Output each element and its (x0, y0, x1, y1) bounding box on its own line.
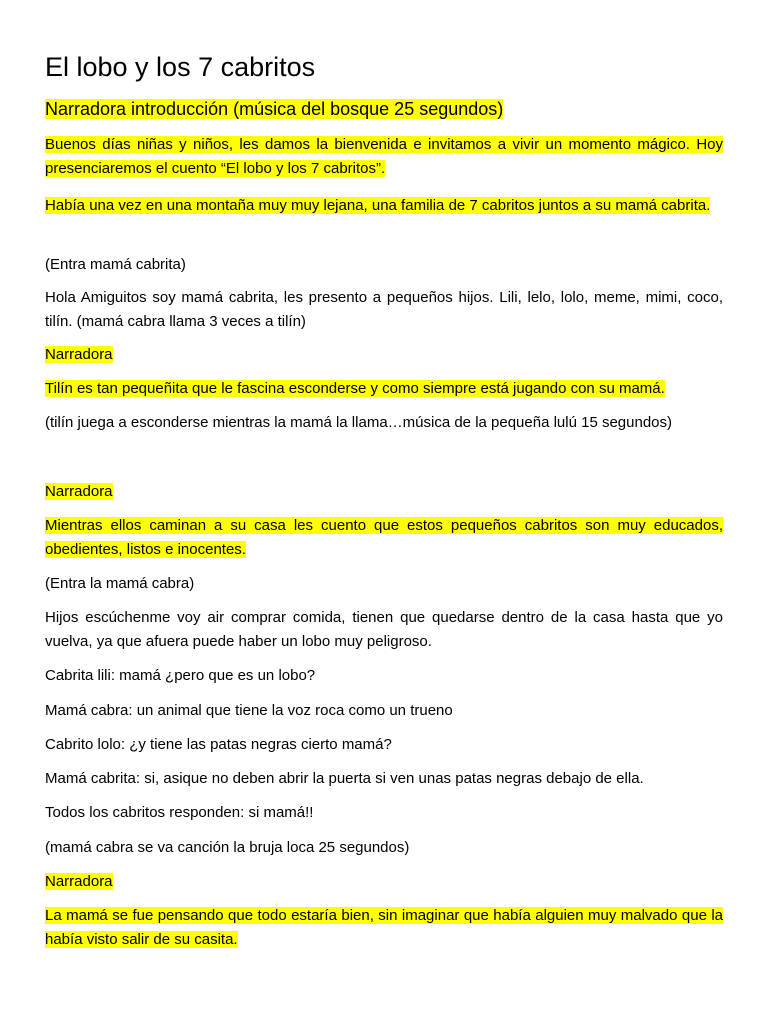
paragraph-text: Narradora (45, 873, 113, 890)
paragraph-walking-home (45, 514, 723, 562)
dialogue-all-kids (45, 801, 723, 825)
paragraph-text: Mamá cabra: un animal que tiene la voz roca como un trueno (45, 702, 453, 719)
document-title: El lobo y los 7 cabritos (45, 52, 316, 82)
paragraph-text: Tilín es tan pequeñita que le fascina esconderse y como siempre está jugando con su mamá. (45, 380, 665, 397)
stage-direction-enter-mom (45, 253, 723, 277)
paragraph-text: Había una vez en una montaña muy muy lejana, una familia de 7 cabritos juntos a su mamá cabrita. (45, 197, 711, 214)
stage-direction-enter-mom-2 (45, 572, 723, 596)
dialogue-mom-door (45, 767, 723, 791)
paragraph-welcome (45, 133, 723, 181)
narrator-intro-heading-text: Narradora introducción (música del bosque 25 segundos) (45, 99, 504, 119)
stage-direction-hide (45, 411, 723, 435)
dialogue-mom-wolf (45, 699, 723, 723)
paragraph-text: Cabrito lolo: ¿y tiene las patas negras cierto mamá? (45, 736, 392, 753)
paragraph-text: Mamá cabrita: si, asique no deben abrir la puerta si ven unas patas negras debajo de ella. (45, 770, 644, 787)
paragraph-mom-greeting (45, 286, 723, 334)
paragraph-text: (mamá cabra se va canción la bruja loca 25 segundos) (45, 839, 410, 856)
speaker-narrator-1 (45, 343, 723, 367)
speaker-narrator-3 (45, 870, 723, 894)
paragraph-text: Cabrita lili: mamá ¿pero que es un lobo? (45, 667, 316, 684)
narrator-intro-heading (45, 96, 503, 122)
dialogue-lolo (45, 733, 723, 757)
paragraph-text: Mientras ellos caminan a su casa les cuento que estos pequeños cabritos son muy educados, obedientes, listos e inocentes. (45, 517, 723, 558)
paragraph-text: La mamá se fue pensando que todo estaría bien, sin imaginar que había alguien muy malvado que la había visto salir de su casita. (45, 907, 723, 948)
paragraph-once-upon (45, 194, 723, 218)
paragraph-mom-warning (45, 606, 723, 654)
stage-direction-mom-leaves (45, 836, 723, 860)
paragraph-text: Hola Amiguitos soy mamá cabrita, les presento a pequeños hijos. Lili, lelo, lolo, meme, mimi, coco, tilín. (mamá cabra llama 3 veces a tilín) (45, 289, 723, 330)
paragraph-text: Hijos escúchenme voy air comprar comida, tienen que quedarse dentro de la casa hasta que yo vuelva, ya que afuera puede haber un lobo muy peligroso. (45, 609, 723, 650)
paragraph-text: (tilín juega a esconderse mientras la mamá la llama…música de la pequeña lulú 15 segundos) (45, 414, 673, 431)
paragraph-tilin (45, 377, 723, 401)
paragraph-text: Narradora (45, 346, 113, 363)
speaker-narrator-2 (45, 480, 723, 504)
paragraph-text: (Entra mamá cabrita) (45, 256, 186, 273)
paragraph-text: Todos los cabritos responden: si mamá!! (45, 804, 314, 821)
paragraph-mom-left (45, 904, 723, 952)
dialogue-lili (45, 664, 723, 688)
paragraph-text: Narradora (45, 483, 113, 500)
paragraph-text: Buenos días niñas y niños, les damos la bienvenida e invitamos a vivir un momento mágico. Hoy presenciaremos el cuento “El lobo y los 7 cabritos”. (45, 136, 723, 177)
paragraph-text: (Entra la mamá cabra) (45, 575, 195, 592)
